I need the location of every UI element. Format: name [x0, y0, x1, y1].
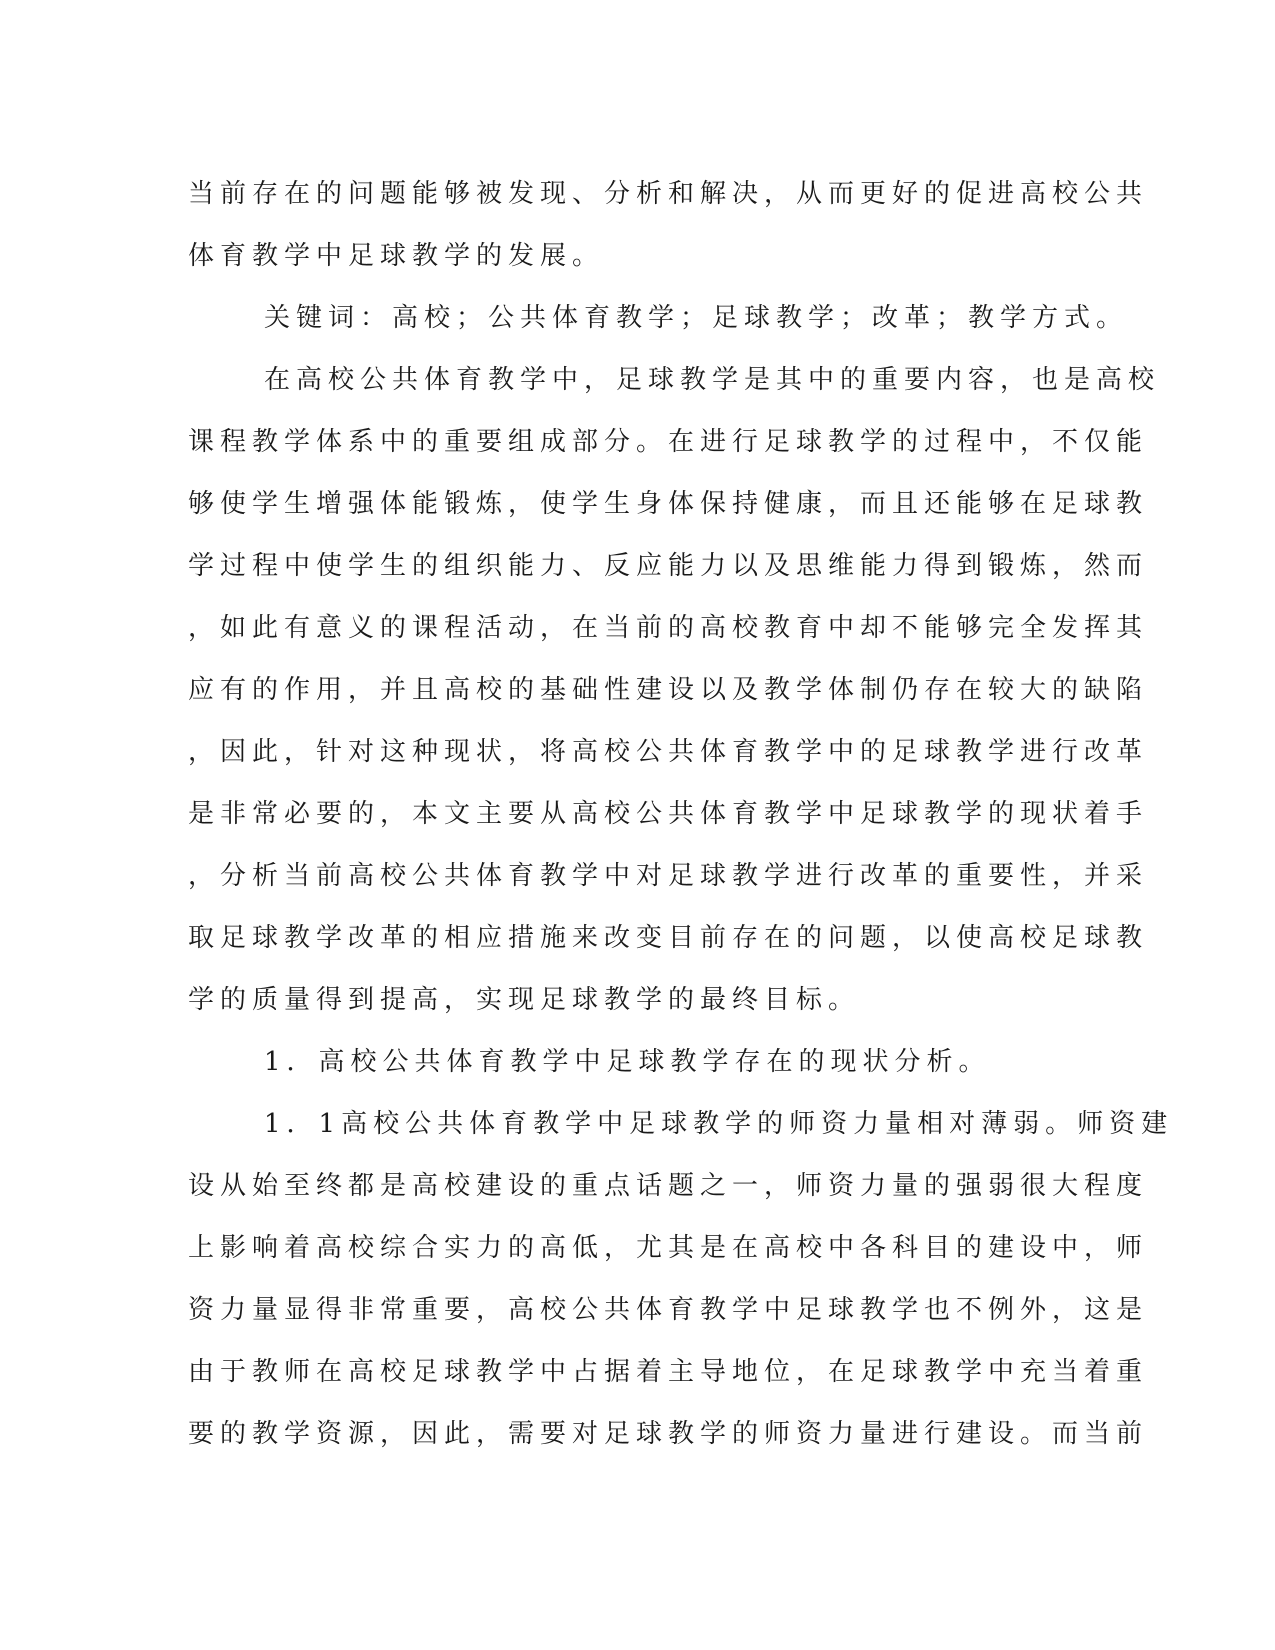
text-line: ，分析当前高校公共体育教学中对足球教学进行改革的重要性，并采 [188, 861, 1149, 891]
text-line: 是非常必要的，本文主要从高校公共体育教学中足球教学的现状着手 [188, 799, 1149, 829]
text-line: 在高校公共体育教学中，足球教学是其中的重要内容，也是高校 [264, 365, 1161, 395]
text-line: 够使学生增强体能锻炼，使学生身体保持健康，而且还能够在足球教 [188, 489, 1149, 519]
text-line: 学过程中使学生的组织能力、反应能力以及思维能力得到锻炼，然而 [188, 551, 1149, 581]
text-line: 取足球教学改革的相应措施来改变目前存在的问题，以使高校足球教 [188, 923, 1149, 953]
keywords-line: 关键词：高校；公共体育教学；足球教学；改革；教学方式。 [264, 303, 1129, 333]
text-line: 学的质量得到提高，实现足球教学的最终目标。 [188, 985, 861, 1015]
text-line: 当前存在的问题能够被发现、分析和解决，从而更好的促进高校公共 [188, 179, 1149, 209]
text-line: 设从始至终都是高校建设的重点话题之一，师资力量的强弱很大程度 [188, 1171, 1149, 1201]
text-line: 要的教学资源，因此，需要对足球教学的师资力量进行建设。而当前 [188, 1419, 1149, 1449]
text-line: 课程教学体系中的重要组成部分。在进行足球教学的过程中，不仅能 [188, 427, 1149, 457]
text-line: 上影响着高校综合实力的高低，尤其是在高校中各科目的建设中，师 [188, 1233, 1149, 1263]
body-text [188, 163, 1174, 1465]
subsection-heading-line: 1．1高校公共体育教学中足球教学的师资力量相对薄弱。师资建 [264, 1109, 1174, 1139]
text-line: 体育教学中足球教学的发展。 [188, 241, 605, 271]
section-heading: 1．高校公共体育教学中足球教学存在的现状分析。 [264, 1047, 991, 1077]
text-line: ，如此有意义的课程活动，在当前的高校教育中却不能够完全发挥其 [188, 613, 1149, 643]
text-line: 资力量显得非常重要，高校公共体育教学中足球教学也不例外，这是 [188, 1295, 1149, 1325]
text-line: 由于教师在高校足球教学中占据着主导地位，在足球教学中充当着重 [188, 1357, 1149, 1387]
text-line: ，因此，针对这种现状，将高校公共体育教学中的足球教学进行改革 [188, 737, 1149, 767]
text-line: 应有的作用，并且高校的基础性建设以及教学体制仍存在较大的缺陷 [188, 675, 1149, 705]
